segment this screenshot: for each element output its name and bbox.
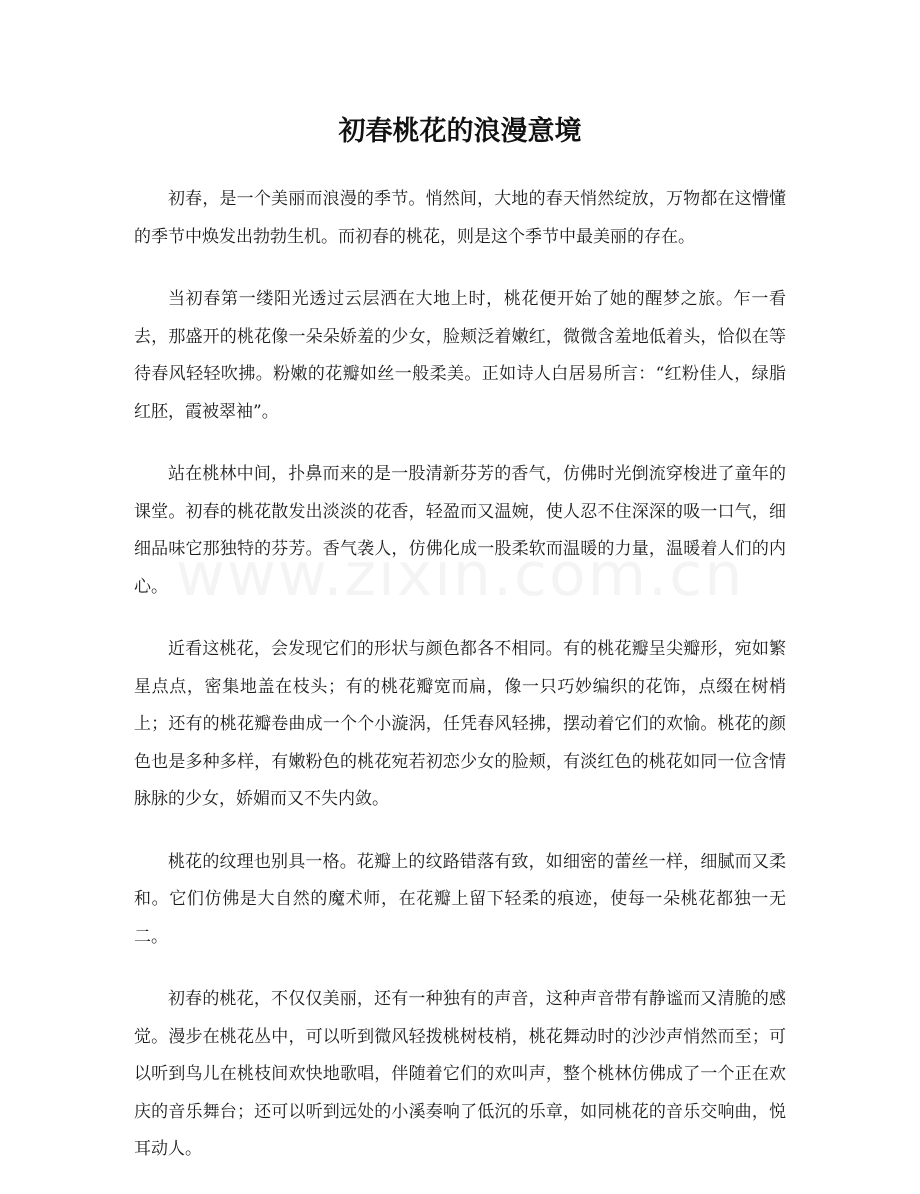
paragraph-2: 当初春第一缕阳光透过云层洒在大地上时，桃花便开始了她的醒梦之旅。乍一看去，那盛开的桃花像一朵朵娇羞的少女，脸颊泛着嫩红，微微含羞地低着头，恰似在等待春风轻轻吹拂。粉嫩的花瓣如丝一般柔美。正如诗人白居易所言：“红粉佳人，绿脂红胚，霞被翠袖”。 bbox=[134, 289, 786, 422]
paragraph-1: 初春，是一个美丽而浪漫的季节。悄然间，大地的春天悄然绽放，万物都在这懵懂的季节中焕发出勃勃生机。而初春的桃花，则是这个季节中最美丽的存在。 bbox=[134, 189, 786, 247]
document-body bbox=[134, 181, 786, 1194]
paragraph-6: 初春的桃花，不仅仅美丽，还有一种独有的声音，这种声音带有静谧而又清脆的感觉。漫步在桃花丛中，可以听到微风轻拨桃树枝梢，桃花舞动时的沙沙声悄然而至；可以听到鸟儿在桃枝间欢快地歌唱，伴随着它们的欢叫声，整个桃林仿佛成了一个正在欢庆的音乐舞台；还可以听到远处的小溪奏响了低沉的乐章，如同桃花的音乐交响曲，悦耳动人。 bbox=[134, 989, 786, 1159]
paragraph-5: 桃花的纹理也别具一格。花瓣上的纹路错落有致，如细密的蕾丝一样，细腻而又柔和。它们仿佛是大自然的魔术师，在花瓣上留下轻柔的痕迹，使每一朵桃花都独一无二。 bbox=[134, 851, 786, 947]
document-title: 初春桃花的浪漫意境 bbox=[338, 116, 582, 147]
paragraph-3: 站在桃林中间，扑鼻而来的是一股清新芬芳的香气，仿佛时光倒流穿梭进了童年的课堂。初春的桃花散发出淡淡的花香，轻盈而又温婉，使人忍不住深深的吸一口气，细细品味它那独特的芬芳。香气袭人，仿佛化成一股柔软而温暖的力量，温暖着人们的内心。 bbox=[134, 464, 786, 597]
paragraph-4: 近看这桃花，会发现它们的形状与颜色都各不相同。有的桃花瓣呈尖瓣形，宛如繁星点点，密集地盖在枝头；有的桃花瓣宽而扁，像一只巧妙编织的花饰，点缀在树梢上；还有的桃花瓣卷曲成一个个小漩涡，任凭春风轻拂，摆动着它们的欢愉。桃花的颜色也是多种多样，有嫩粉色的桃花宛若初恋少女的脸颊，有淡红色的桃花如同一位含情脉脉的少女，娇媚而又不失内敛。 bbox=[134, 639, 786, 809]
